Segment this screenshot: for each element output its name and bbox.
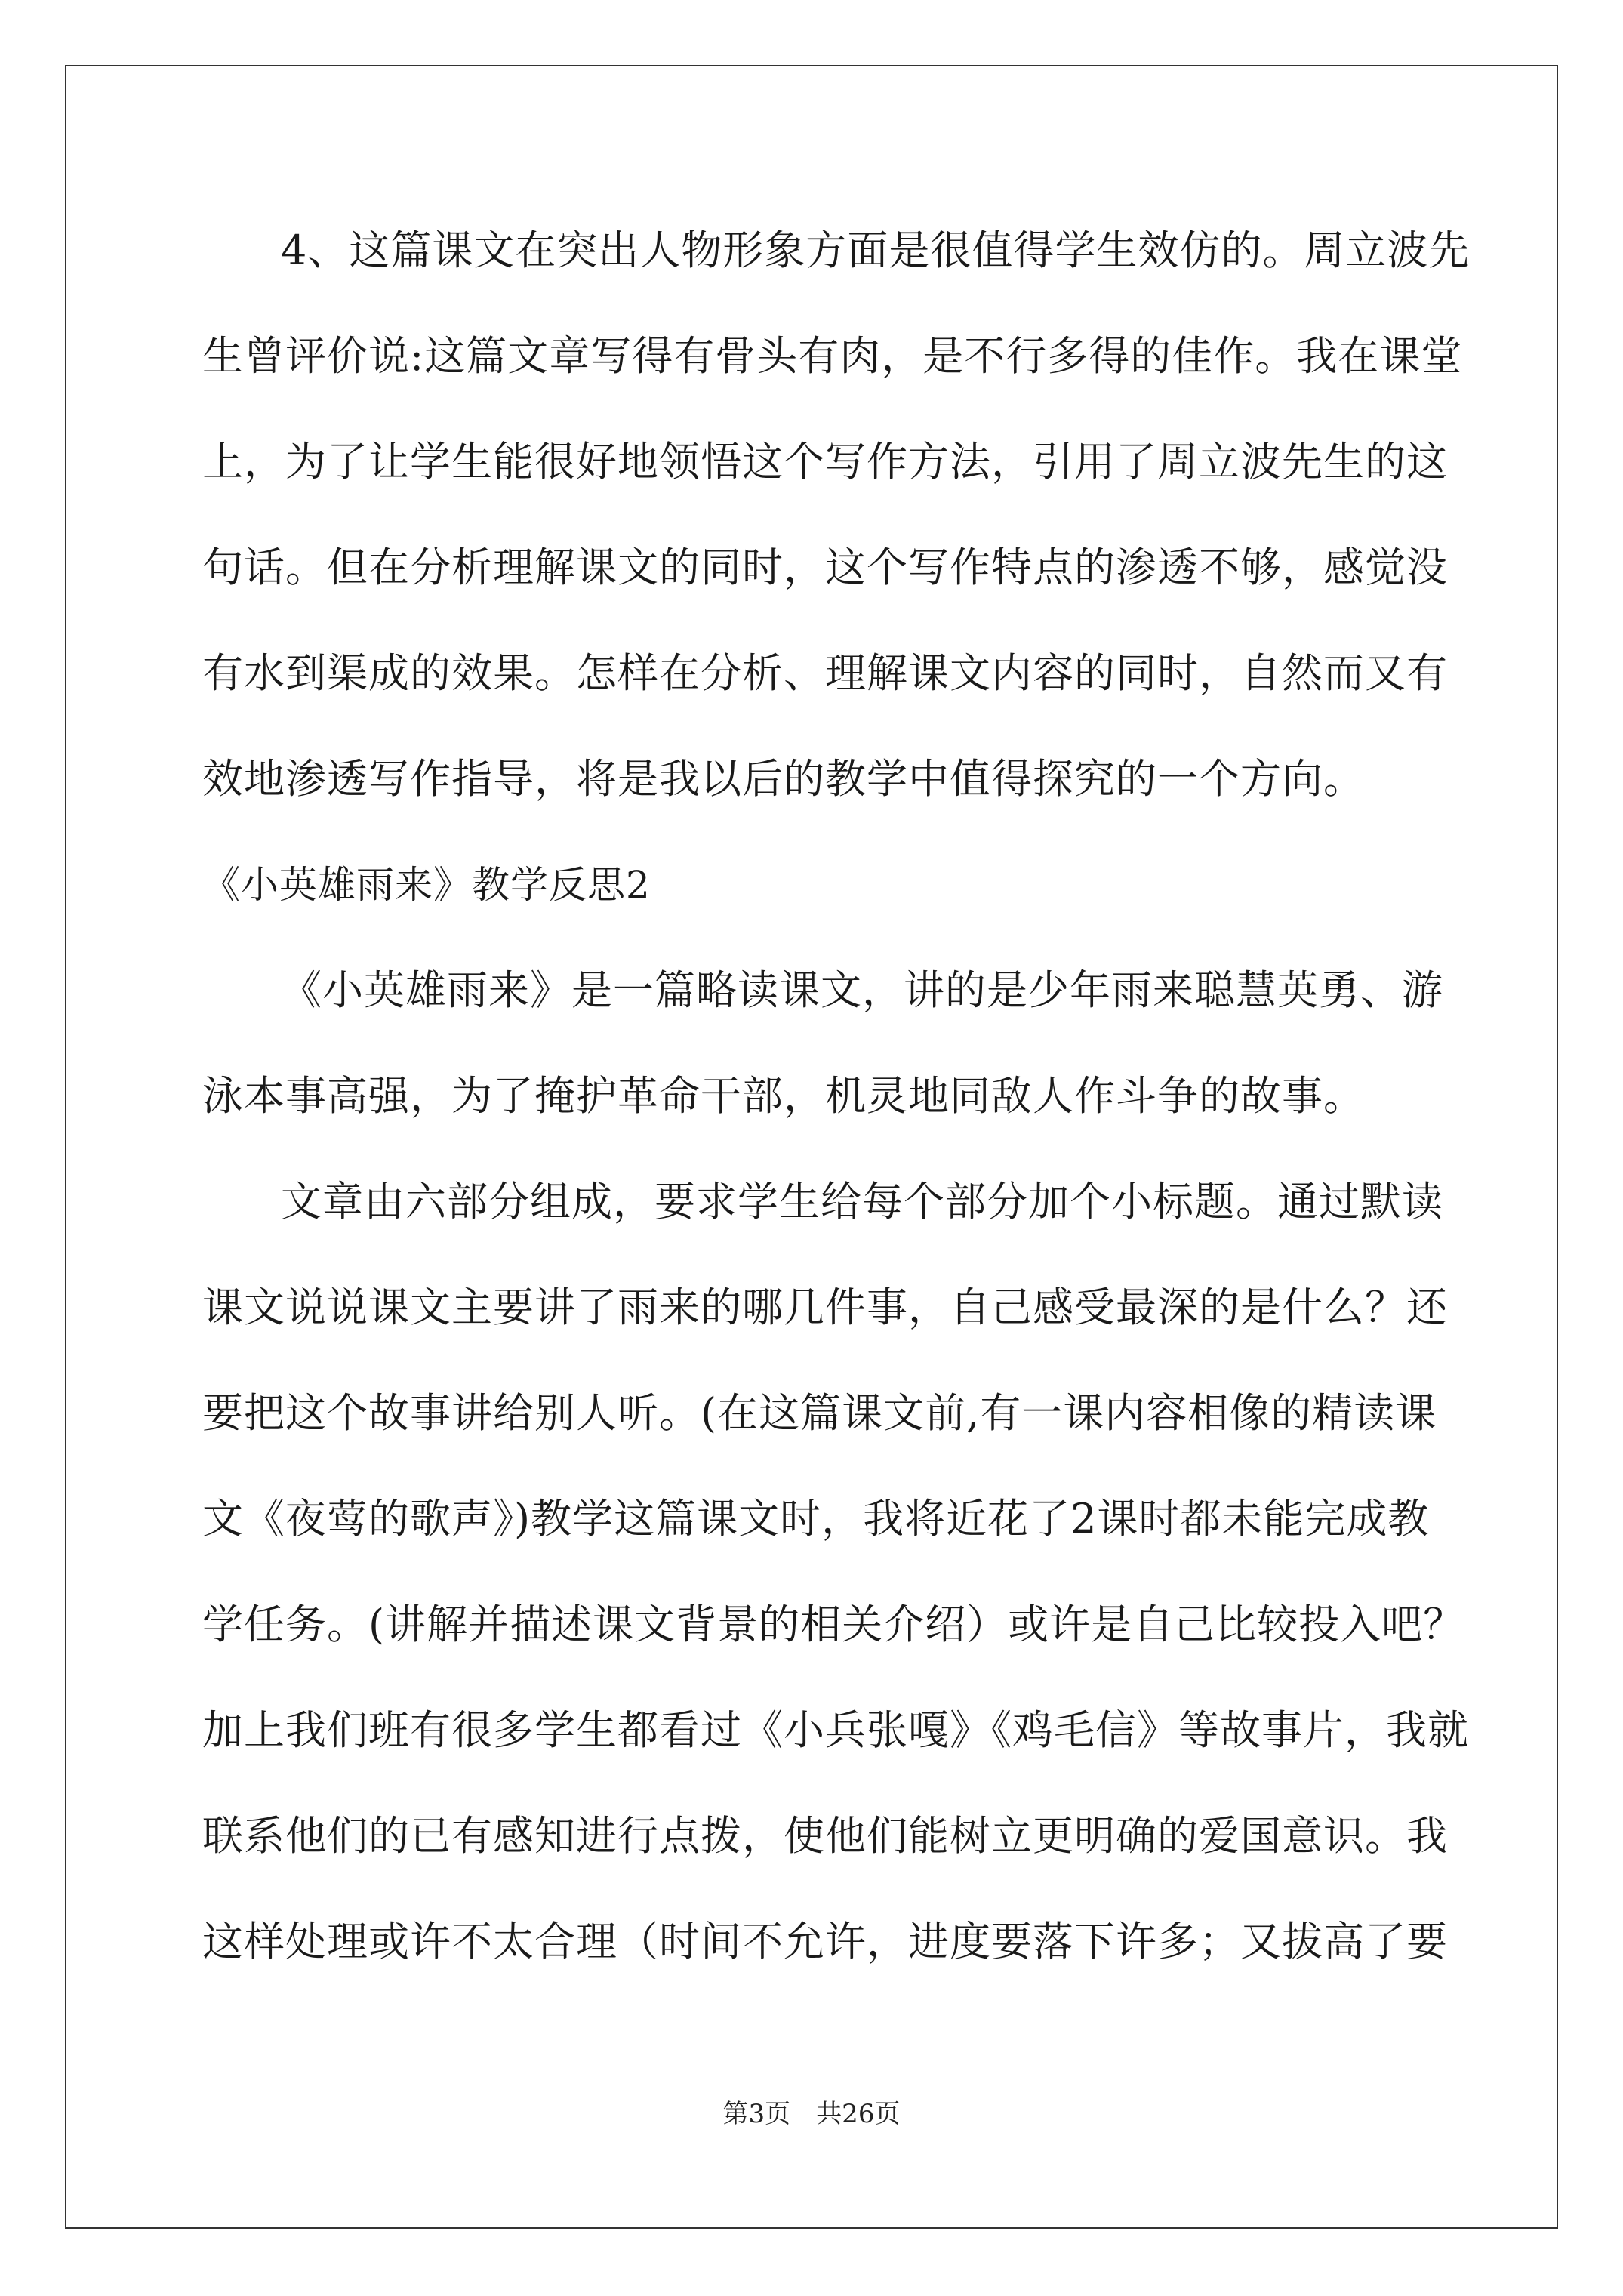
page-footer xyxy=(0,2099,1623,2129)
text-line: 生曾评价说:这篇文章写得有骨头有肉，是不行多得的佳作。我在课堂 xyxy=(202,332,1463,380)
document-body xyxy=(202,219,1471,2016)
text-line: 4、这篇课文在突出人物形象方面是很值得学生效仿的。周立波先 xyxy=(281,227,1471,274)
page-total: 共26页 xyxy=(816,2099,901,2129)
text-line: 要把这个故事讲给别人听。(在这篇课文前,有一课内容相像的精读课 xyxy=(202,1389,1437,1437)
text-line: 文章由六部分组成，要求学生给每个部分加个小标题。通过默读 xyxy=(281,1178,1443,1225)
text-line: 这样处理或许不太合理（时间不允许，进度要落下许多；又拔高了要 xyxy=(202,1918,1448,1965)
text-line: 效地渗透写作指导，将是我以后的教学中值得探究的一个方向。 xyxy=(202,755,1365,803)
text-line: 《小英雄雨来》是一篇略读课文，讲的是少年雨来聪慧英勇、游 xyxy=(281,966,1443,1014)
text-line: 上，为了让学生能很好地领悟这个写作方法，引用了周立波先生的这 xyxy=(202,438,1448,485)
text-line: 有水到渠成的效果。怎样在分析、理解课文内容的同时，自然而又有 xyxy=(202,649,1448,697)
page-number: 第3页 xyxy=(722,2099,791,2129)
text-line: 文《夜莺的歌声》)教学这篇课文时，我将近花了2课时都未能完成教 xyxy=(202,1495,1430,1542)
section-heading: 《小英雄雨来》教学反思2 xyxy=(202,863,651,907)
text-line: 泳本事高强，为了掩护革命干部，机灵地同敌人作斗争的故事。 xyxy=(202,1072,1365,1120)
text-line: 句话。但在分析理解课文的同时，这个写作特点的渗透不够，感觉没 xyxy=(202,544,1448,591)
text-line: 联系他们的已有感知进行点拨，使他们能树立更明确的爱国意识。我 xyxy=(202,1812,1448,1860)
text-line: 加上我们班有很多学生都看过《小兵张嘎》《鸡毛信》等故事片，我就 xyxy=(202,1706,1469,1754)
text-line: 学任务。(讲解并描述课文背景的相关介绍）或许是自己比较投入吧？ xyxy=(202,1601,1465,1648)
text-line: 课文说说课文主要讲了雨来的哪几件事，自己感受最深的是什么？还 xyxy=(202,1284,1448,1331)
